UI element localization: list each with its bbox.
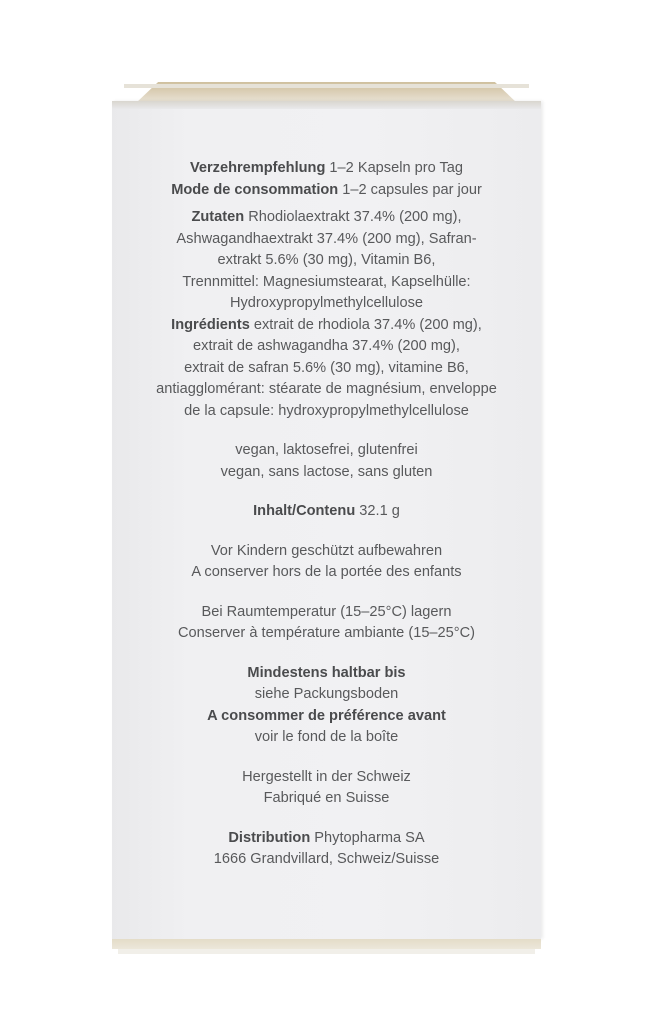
serving-fr: Mode de consommation 1–2 capsules par jour bbox=[171, 181, 482, 198]
address: 1666 Grandvillard, Schweiz/Suisse bbox=[213, 851, 440, 867]
lid-edge bbox=[124, 84, 529, 88]
panel-top-shadow bbox=[112, 101, 541, 109]
distribution: Distribution Phytopharma SA bbox=[228, 829, 425, 846]
diet-fr: vegan, sans lactose, sans gluten bbox=[220, 463, 433, 480]
bestbefore-de-value: siehe Packungsboden bbox=[254, 686, 399, 702]
diet-de: vegan, laktosefrei, glutenfrei bbox=[235, 442, 418, 458]
content: Inhalt/Contenu 32.1 g bbox=[253, 503, 400, 519]
panel-bottom-band bbox=[112, 939, 541, 949]
ingredients-de: Zutaten Rhodiolaextrakt 37.4% (200 mg), Ashwagandhaextrakt 37.4% (200 mg), Safran- extrakt 5.6% (30 mg), Vitamin B6, Trennmittel: Magnesiumstearat, Kapselhülle: Hydroxypropylmethylcellulose bbox=[176, 209, 477, 311]
bestbefore-de-label: Mindestens haltbar bis bbox=[247, 664, 406, 681]
panel-bottom-lip bbox=[118, 949, 535, 954]
storage-fr: Conserver à température ambiante (15–25°C) bbox=[177, 625, 476, 641]
serving-de: Verzehrempfehlung 1–2 Kapseln pro Tag bbox=[189, 160, 464, 176]
children-de: Vor Kindern geschützt aufbewahren bbox=[210, 542, 443, 559]
children-fr: A conserver hors de la portée des enfants bbox=[191, 564, 462, 580]
label-text bbox=[112, 158, 541, 871]
ingredients-fr: Ingrédients extrait de rhodiola 37.4% (200 mg), extrait de ashwagandha 37.4% (200 mg), extrait de safran 5.6% (30 mg), vitamine B6, antiagglomérant: stéarate de magnésium, enveloppe de la capsule: hydroxypropylmethylcellulose bbox=[156, 316, 497, 419]
bestbefore-fr-value: voir le fond de la boîte bbox=[254, 729, 399, 745]
origin-de: Hergestellt in der Schweiz bbox=[242, 768, 411, 785]
storage-de: Bei Raumtemperatur (15–25°C) lagern bbox=[201, 603, 452, 620]
bestbefore-fr-label: A consommer de préférence avant bbox=[207, 707, 446, 724]
origin-fr: Fabriqué en Suisse bbox=[263, 790, 390, 806]
